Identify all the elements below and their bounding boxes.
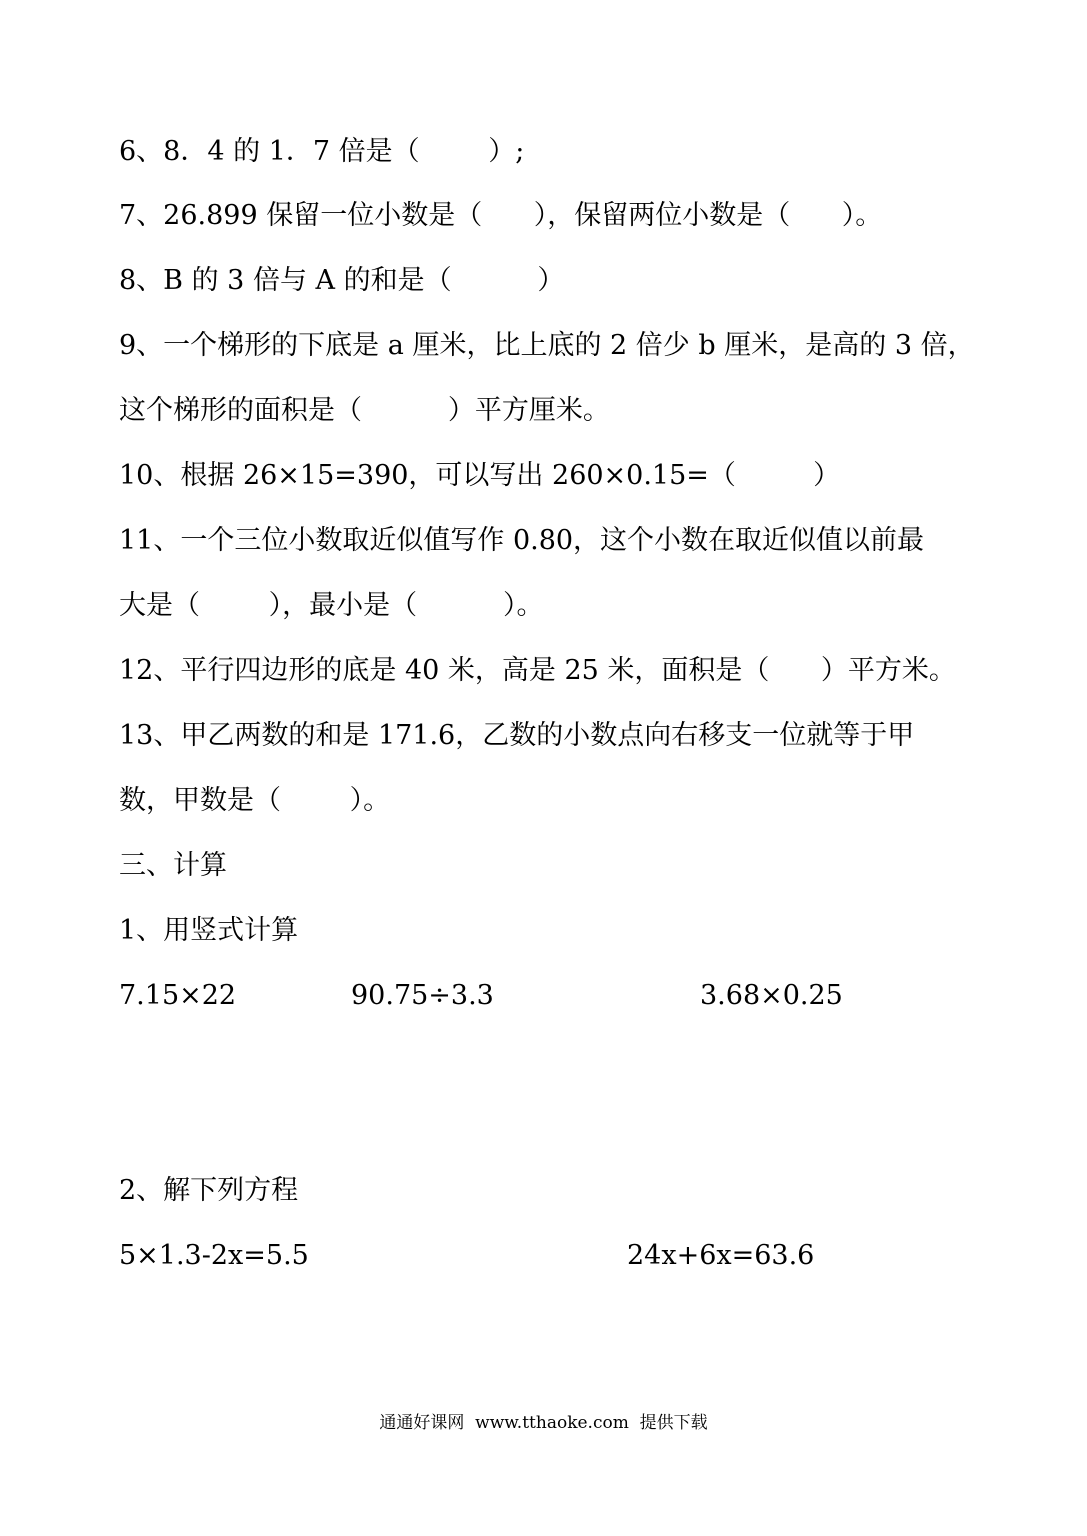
question-7: 7、26.899 保留一位小数是（ ），保留两位小数是（ ）。 [119, 200, 883, 231]
vertical-calc-item-1: 7.15×22 [119, 980, 237, 1011]
equation-item-2: 24x+6x=63.6 [627, 1240, 815, 1271]
question-12: 12、平行四边形的底是 40 米，高是 25 米，面积是（ ）平方米。 [119, 655, 956, 686]
question-6: 6、8．4 的 1．7 倍是（ ）; [119, 136, 525, 167]
vertical-calc-item-3: 3.68×0.25 [700, 980, 843, 1011]
question-8: 8、B 的 3 倍与 A 的和是（ ） [119, 265, 565, 296]
question-13-line-2: 数，甲数是（ ）。 [119, 785, 391, 816]
equation-item-1: 5×1.3-2x=5.5 [119, 1240, 309, 1271]
question-11-line-2: 大是（ ），最小是（ ）。 [119, 590, 544, 621]
question-13-line-1: 13、甲乙两数的和是 171.6，乙数的小数点向右移支一位就等于甲 [119, 720, 915, 751]
calc-part-2-title: 2、解下列方程 [119, 1175, 299, 1206]
calc-part-1-title: 1、用竖式计算 [119, 915, 299, 946]
page-footer: 通通好课网 www.tthaoke.com 提供下载 [379, 1413, 708, 1433]
question-11-line-1: 11、一个三位小数取近似值写作 0.80，这个小数在取近似值以前最 [119, 525, 925, 556]
section-3-title: 三、计算 [119, 850, 227, 881]
vertical-calc-item-2: 90.75÷3.3 [351, 980, 494, 1011]
question-9-line-1: 9、一个梯形的下底是 a 厘米，比上底的 2 倍少 b 厘米，是高的 3 倍， [119, 330, 975, 361]
question-10: 10、根据 26×15=390，可以写出 260×0.15=（ ） [119, 460, 841, 491]
question-9-line-2: 这个梯形的面积是（ ）平方厘米。 [119, 395, 610, 426]
